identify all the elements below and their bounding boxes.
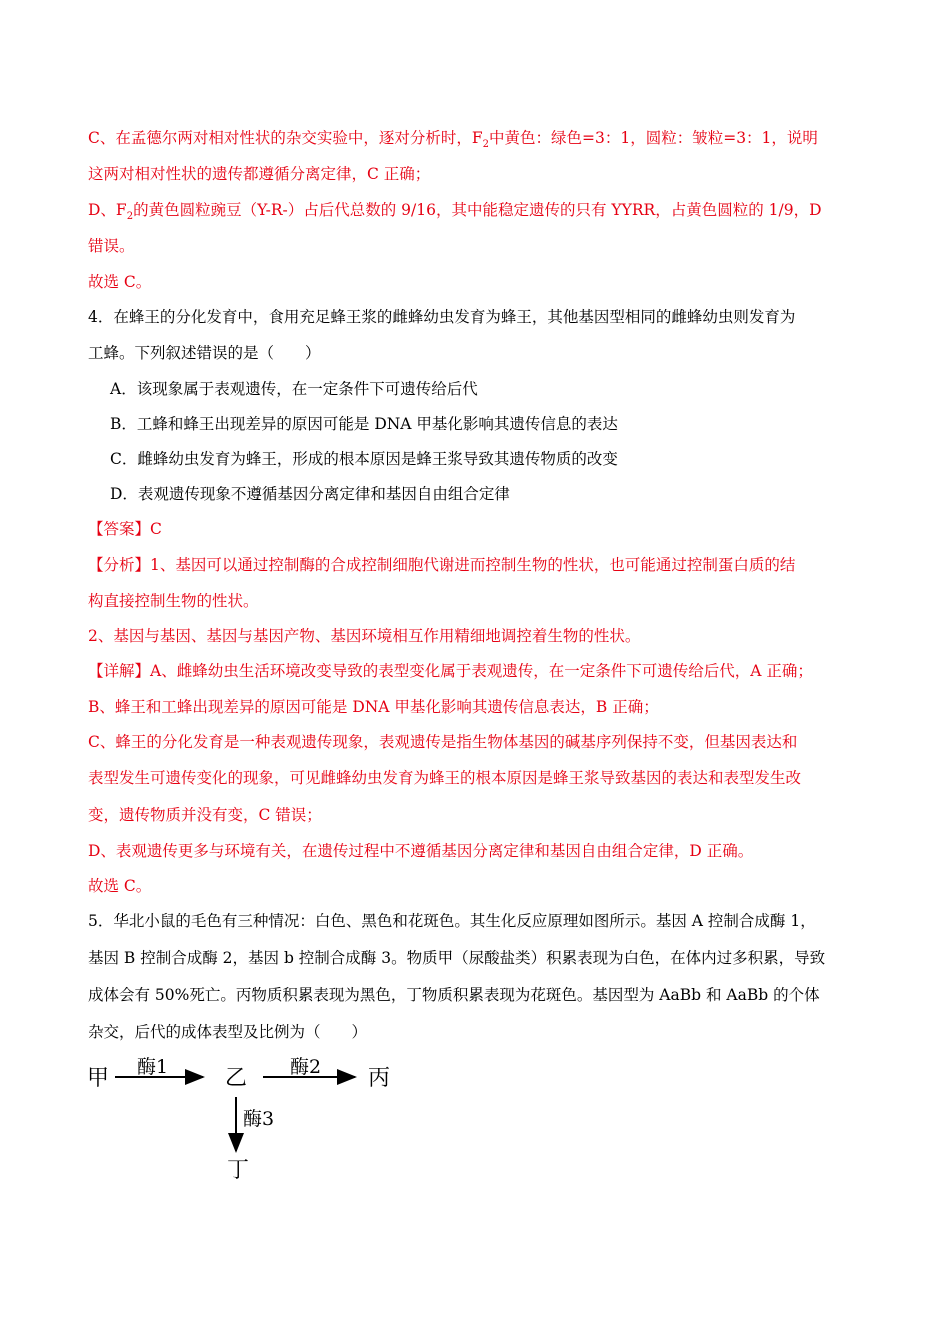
prev-choose: 故选 C。: [88, 273, 152, 291]
q4-choose: 故选 C。: [88, 877, 152, 895]
substance-ding: 丁: [227, 1158, 250, 1183]
q4-analysis-line3: 2、基因与基因、基因与基因产物、基因环境相互作用精细地调控着生物的性状。: [88, 627, 641, 645]
q4-option-c: C．雌蜂幼虫发育为蜂王，形成的根本原因是蜂王浆导致其遗传物质的改变: [110, 450, 618, 468]
q4-detail-line5: 变，遗传物质并没有变，C 错误；: [88, 806, 322, 824]
subscript-2: 2: [482, 139, 489, 151]
q4-detail-line2: B、蜂王和工蜂出现差异的原因可能是 DNA 甲基化影响其遗传信息表达，B 正确；: [88, 698, 659, 716]
q5-stem-line2: 基因 B 控制合成酶 2，基因 b 控制合成酶 3。物质甲（尿酸盐类）积累表现为白色，在体内过多积累，导致: [88, 949, 826, 967]
label-enzyme2: 酶2: [290, 1056, 322, 1078]
q4-analysis-line2: 构直接控制生物的性状。: [88, 592, 259, 610]
label-enzyme1: 酶1: [137, 1056, 169, 1078]
q4-detail-line1: 【详解】A、雌蜂幼虫生活环境改变导致的表型变化属于表观遗传，在一定条件下可遗传给后代，A 正确；: [88, 662, 813, 680]
q5-stem-line3: 成体会有 50%死亡。丙物质积累表现为黑色，丁物质积累表现为花斑色。基因型为 AaBb 和 AaBb 的个体: [88, 986, 820, 1004]
subscript-2: 2: [126, 211, 134, 223]
q4-analysis-line1: 【分析】1、基因可以通过控制酶的合成控制细胞代谢进而控制生物的性状，也可能通过控制蛋白质的结: [88, 556, 796, 574]
pathway-diagram: [85, 1055, 405, 1185]
q5-stem-line1: 5．华北小鼠的毛色有三种情况：白色、黑色和花斑色。其生化反应原理如图所示。基因 A 控制合成酶 1，: [88, 912, 816, 930]
q4-detail-line4: 表型发生可遗传变化的现象，可见雌蜂幼虫发育为蜂王的根本原因是蜂王浆导致基因的表达和表型发生改: [88, 769, 802, 787]
substance-jia: 甲: [87, 1066, 110, 1091]
label-enzyme3: 酶3: [243, 1108, 275, 1130]
q4-option-a: A．该现象属于表观遗传，在一定条件下可遗传给后代: [110, 380, 478, 398]
q4-detail-line3: C、蜂王的分化发育是一种表观遗传现象，表观遗传是指生物体基因的碱基序列保持不变，但基因表达和: [88, 733, 798, 751]
q5-stem-line4: 杂交，后代的成体表型及比例为（ ）: [88, 1023, 368, 1041]
substance-bing: 丙: [368, 1066, 391, 1091]
prev-explanation-d-line1: D、$F_2$的黄色圆粒豌豆（Y-R-）占后代总数的 9/16，其中能稳定遗传的只有 YYRR，占黄色圆粒的 1/9，D: [88, 201, 822, 223]
prev-explanation-d-line2: 错误。: [88, 237, 135, 255]
q4-option-b: B．工蜂和蜂王出现差异的原因可能是 DNA 甲基化影响其遗传信息的表达: [110, 415, 618, 433]
substance-yi: 乙: [225, 1066, 248, 1091]
q4-stem-line2: 工蜂。下列叙述错误的是（ ）: [88, 344, 321, 362]
prev-explanation-c-line1: C、在孟德尔两对相对性状的杂交实验中，逐对分析时，$F_2$中黄色：绿色=3：1，圆粒：皱粒=3：1，说明: [88, 129, 818, 151]
q4-option-d: D．表观遗传现象不遵循基因分离定律和基因自由组合定律: [110, 485, 510, 503]
q4-stem-line1: 4．在蜂王的分化发育中，食用充足蜂王浆的雌蜂幼虫发育为蜂王，其他基因型相同的雌蜂幼虫则发育为: [88, 308, 796, 326]
prev-explanation-c-line2: 这两对相对性状的遗传都遵循分离定律，C 正确；: [88, 165, 431, 183]
q4-detail-line6: D、表观遗传更多与环境有关，在遗传过程中不遵循基因分离定律和基因自由组合定律，D 正确。: [88, 842, 754, 860]
q4-answer: 【答案】C: [88, 520, 162, 538]
